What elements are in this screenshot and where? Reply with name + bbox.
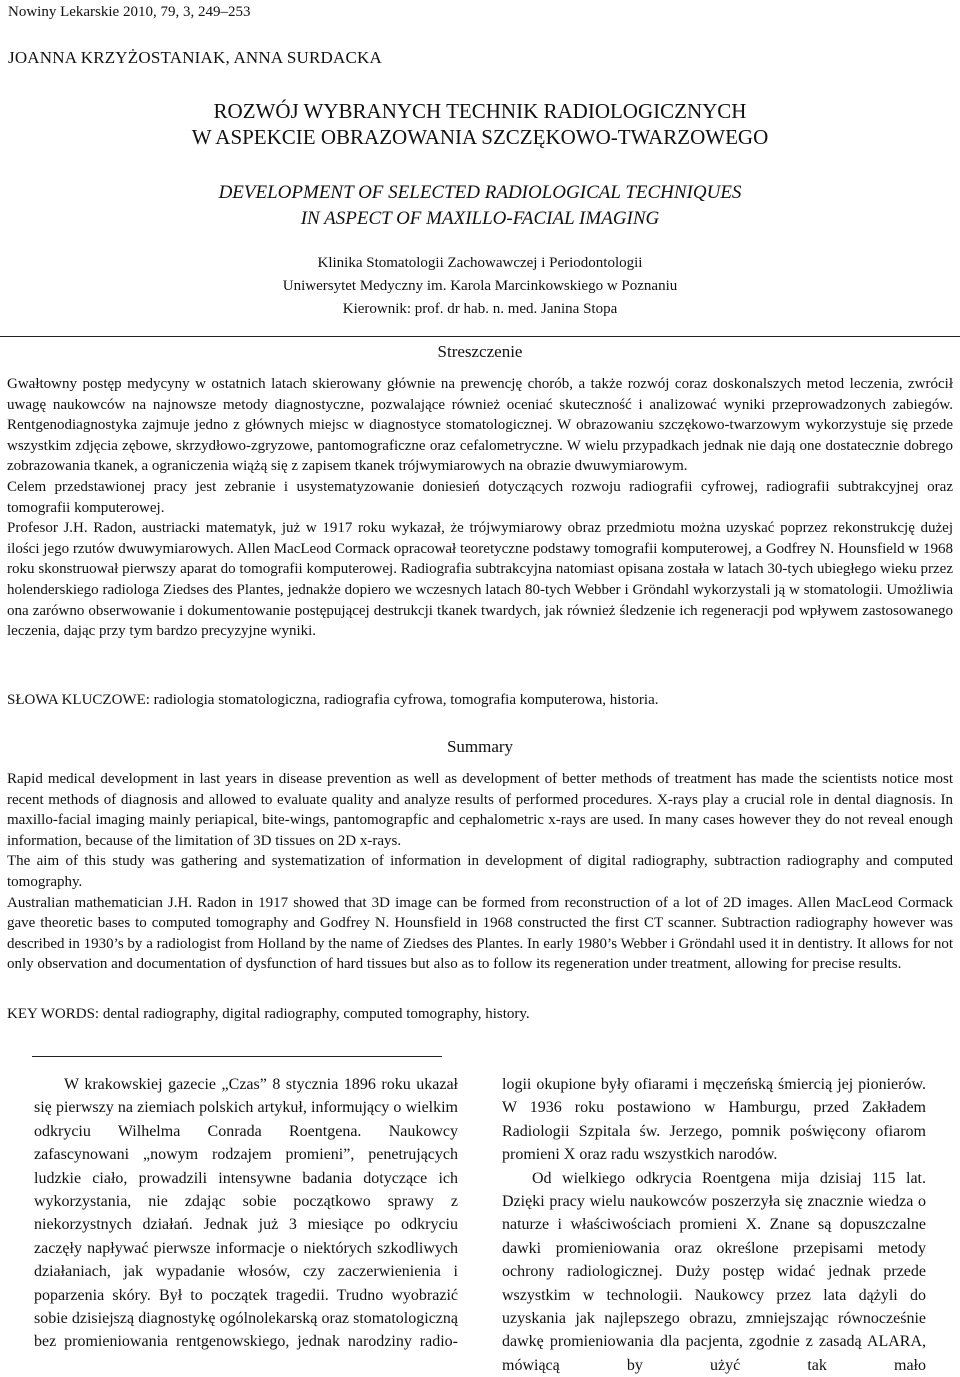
- abstract-english-paragraph-2: The aim of this study was gathering and systematization of information in development of digital radiography, subtraction radiography and computed tomography.: [7, 853, 953, 890]
- title-english: [0, 180, 960, 232]
- title-polish-line-1: ROZWÓJ WYBRANYCH TECHNIK RADIOLOGICZNYCH: [213, 99, 747, 123]
- summary-heading: Summary: [446, 737, 514, 756]
- body-column-left: [34, 1073, 458, 1354]
- affiliation: [0, 252, 960, 321]
- body-paragraph: Od wielkiego odkrycia Roentgena mija dzisiaj 115 lat. Dzięki pracy wielu naukowców poszerzyła się znacznie wiedza o naturze i właściwościach promieni X. Znane są dopuszczalne dawki promieniowania oraz określone przepisami metody ochrony radiologicznej. Duży postęp widać jednak przede wszystkim w technologii. Naukowcy przez lata dążyli do uzyskania jak najlepszego obrazu, zmniejszając równocześnie dawkę promieniowania dla pacjenta, zgodnie z zasadą ALARA, mówiącą by użyć tak mało: [502, 1169, 926, 1374]
- abstract-polish-paragraph-2: Celem przedstawionej pracy jest zebranie i usystematyzowanie doniesień dotyczących rozwoju radiografii cyfrowej, radiografii subtrakcyjnej oraz tomografii komputerowej.: [7, 478, 953, 516]
- authors: JOANNA KRZYŻOSTANIAK, ANNA SURDACKA: [8, 48, 382, 67]
- keywords-polish: SŁOWA KLUCZOWE: radiologia stomatologiczna, radiografia cyfrowa, tomografia komputerowa, historia.: [7, 692, 659, 708]
- streszczenie-heading: Streszczenie: [437, 342, 523, 361]
- title-english-line-2: IN ASPECT OF MAXILLO-FACIAL IMAGING: [300, 208, 660, 229]
- affiliation-clinic: Klinika Stomatologii Zachowawczej i Periodontologii: [317, 255, 643, 271]
- title-polish: [0, 98, 960, 150]
- body-divider: [32, 1056, 442, 1057]
- keywords-english: KEY WORDS: dental radiography, digital radiography, computed tomography, history.: [7, 1006, 530, 1022]
- body-paragraph: W krakowskiej gazecie „Czas” 8 stycznia 1896 roku ukazał się pierwszy na ziemiach polskich artykuł, informujący o wielkim odkryciu Wilhelma Conrada Roentgena. Naukowcy zafascynowani „nowym rodzajem promieni”, penetrujących ludzkie ciało, prowadzili intensywne badania dotyczące ich wykorzystania, nie zdając sobie początkowo sprawy z niekorzystnych działań. Jednak już 3 miesiące po odkryciu zaczęły napływać pierwsze informacje o niektórych szkodliwych działaniach, jak wypadanie włosów, czy zaczerwienienia i poparzenia skóry. Był to początek tragedii. Trudno wyobrazić sobie dzisiejszą diagnostykę ogólnolekarską oraz stomatologiczną bez promieniowania rentgenowskiego, jednak narodziny radio-: [34, 1076, 458, 1351]
- affiliation-head: Kierownik: prof. dr hab. n. med. Janina Stopa: [342, 301, 618, 317]
- affiliation-university: Uniwersytet Medyczny im. Karola Marcinkowskiego w Poznaniu: [282, 278, 678, 294]
- abstract-polish-paragraph-1: Gwałtowny postęp medycyny w ostatnich latach skierowany głównie na prewencję chorób, a także rozwój coraz doskonalszych metod leczenia, zwrócił uwagę naukowców na najnowsze metody diagnostyczne, pozwalające również oceniać skuteczność i analizować wyniki przeprowadzonych zabiegów. Rentgenodiagnostyka zajmuje jedno z głównych miejsc w diagnostyce stomatologicznej. W obrazowaniu szczękowo-twarzowym wykorzystuje się przede wszystkim zdjęcia zębowe, skrzydłowo-zgryzowe, pantomograficzne oraz cefalometryczne. W wielu przypadkach jednak nie dają one dostatecznie dobrego zobrazowania tkanek, a ograniczenia wiążą się z zapisem tkanek trójwymiarowych na obrazie dwuwymiarowym.: [7, 376, 953, 475]
- abstract-english: [7, 769, 953, 975]
- abstract-english-paragraph-3: Australian mathematician J.H. Radon in 1917 showed that 3D image can be formed from reconstruction of a lot of 2D images. Allen MacLeod Cormack gave theoretic bases to computed tomography and Godfrey N. Hounsfield in 1968 constructed the first CT scanner. Subtraction radiography however was described in 1930’s by a radiologist from Holland by the name of Ziedses des Plantes. In early 1980’s Webber i Gröndahl used it in dentistry. It allows for not only observation and documentation of dysfunction of hard tissues but also as to follow its regeneration under treatment, allowing for precise results.: [7, 894, 953, 973]
- abstract-polish: [7, 374, 953, 642]
- abstract-polish-paragraph-3: Profesor J.H. Radon, austriacki matematyk, już w 1917 roku wykazał, że trójwymiarowy obraz przedmiotu można uzyskać poprzez rekonstrukcję dużej ilości jego rzutów dwuwymiarowych. Allen MacLeod Cormack opracował teoretyczne podstawy tomografii komputerowej, a Godfrey N. Hounsfield w 1968 roku skonstruował pierwszy aparat do tomografii komputerowej. Radiografia subtrakcyjna natomiast opisana została w latach 30-tych ubiegłego wieku przez holenderskiego radiologa Ziedses des Plantes, jednakże dopiero we wczesnych latach 80-tych Webber i Gröndahl wykorzystali ją w stomatologii. Umożliwia ona zarówno obserwowanie i dokumentowanie postępującej destrukcji tkanek twardych, jak również śledzenie ich regeneracji pod wpływem zastosowanego leczenia, dając przy tym bardzo precyzyjne wyniki.: [7, 520, 953, 640]
- title-english-line-1: DEVELOPMENT OF SELECTED RADIOLOGICAL TECHNIQUES: [218, 182, 742, 203]
- abstract-english-paragraph-1: Rapid medical development in last years in disease prevention as well as development of better methods of treatment has made the scientists notice most recent methods of diagnosis and allowed to evaluate quality and analyze results of performed procedures. X-rays play a crucial role in dental diagnosis. In maxillo-facial imaging mainly periapical, bite-wings, pantomograpfic and cephalometric x-rays are used. In many cases however they do not reveal enough information, because of the limitation of 3D tissues on 2D x-rays.: [7, 771, 953, 849]
- title-polish-line-2: W ASPEKCIE OBRAZOWANIA SZCZĘKOWO-TWARZOWEGO: [191, 125, 769, 149]
- header-divider: [0, 336, 960, 337]
- body-paragraph: logii okupione były ofiarami i męczeńską śmiercią jej pionierów. W 1936 roku postawiono w Hamburgu, przed Zakładem Radiologii Szpitala św. Jerzego, pomnik poświęcony ofiarom promieni X oraz radu wszystkich narodów.: [502, 1076, 926, 1164]
- body-column-right: [502, 1073, 926, 1377]
- running-head: Nowiny Lekarskie 2010, 79, 3, 249–253: [8, 4, 251, 20]
